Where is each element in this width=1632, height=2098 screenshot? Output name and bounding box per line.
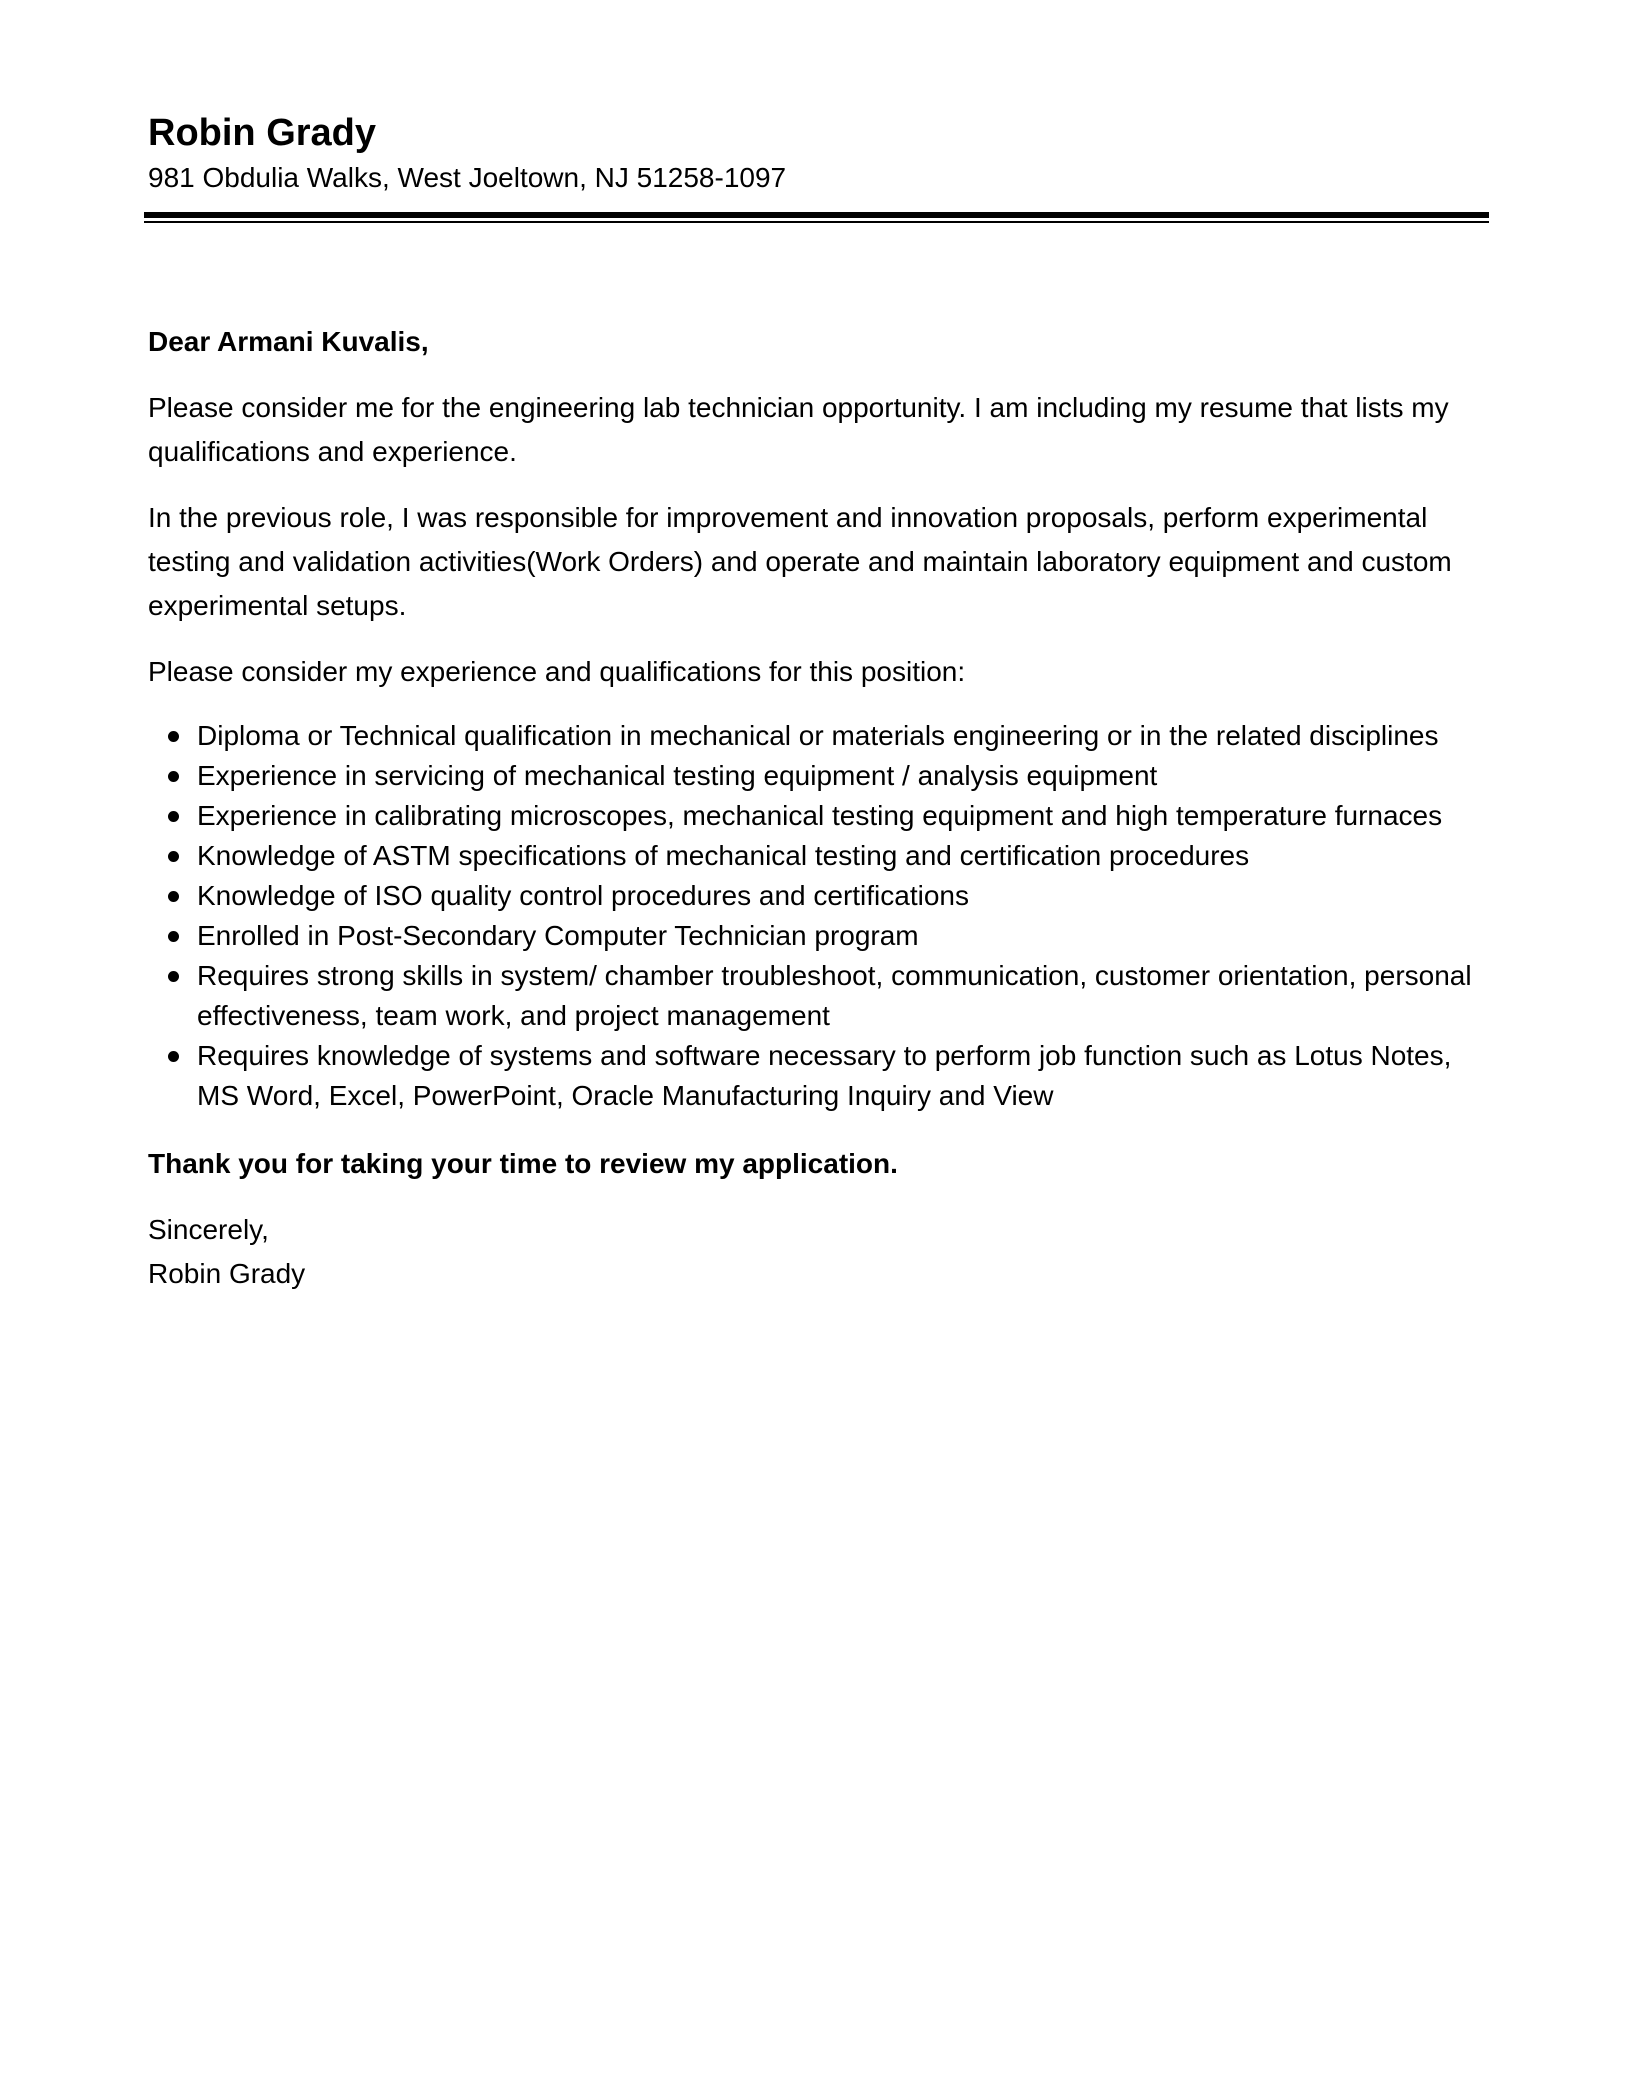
bullet-dot-icon [168,771,179,782]
bullet-dot-icon [168,811,179,822]
bullet-dot-icon [168,971,179,982]
closing-line: Thank you for taking your time to review my application. [148,1148,898,1179]
list-item-text: Experience in calibrating microscopes, mechanical testing equipment and high temperature furnaces [197,800,1443,831]
signature-name: Robin Grady [148,1258,306,1289]
list-item-text: Requires knowledge of systems and software necessary to perform job function such as Lotus Notes, MS Word, Excel, PowerPoint, Oracle Manufacturing Inquiry and View [197,1040,1452,1111]
list-item-text: Enrolled in Post-Secondary Computer Technician program [197,920,919,951]
signoff: Sincerely, [148,1214,269,1245]
letter-header [148,108,1488,198]
list-item [148,796,1493,836]
bullet-dot-icon [168,731,179,742]
paragraph-previous-role: In the previous role, I was responsible for improvement and innovation proposals, perform experimental testing and validation activities(Work Orders) and operate and maintain laboratory equipment and custom experimental setups. [148,502,1452,621]
bullet-dot-icon [168,931,179,942]
list-item [148,756,1493,796]
divider-thin-line [144,221,1489,223]
list-item-text: Knowledge of ISO quality control procedures and certifications [197,880,969,911]
list-item [148,876,1493,916]
bullet-dot-icon [168,1051,179,1062]
paragraph-qualifications-lead: Please consider my experience and qualifications for this position: [148,656,966,687]
sender-name: Robin Grady [148,112,377,154]
header-divider [144,212,1489,224]
list-item-text: Diploma or Technical qualification in mechanical or materials engineering or in the related disciplines [197,720,1439,751]
list-item-text: Experience in servicing of mechanical testing equipment / analysis equipment [197,760,1158,791]
paragraph-intro: Please consider me for the engineering lab technician opportunity. I am including my resume that lists my qualifications and experience. [148,392,1449,467]
list-item-text: Knowledge of ASTM specifications of mechanical testing and certification procedures [197,840,1250,871]
list-item [148,1036,1493,1116]
salutation: Dear Armani Kuvalis, [148,326,429,357]
bullet-dot-icon [168,851,179,862]
letter-body [148,320,1493,1296]
sender-address: 981 Obdulia Walks, West Joeltown, NJ 51258-1097 [148,162,787,193]
list-item [148,956,1493,1036]
list-item [148,716,1493,756]
qualifications-list [148,716,1493,1116]
list-item [148,916,1493,956]
list-item-text: Requires strong skills in system/ chamber troubleshoot, communication, customer orientation, personal effectiveness, team work, and project management [197,960,1472,1031]
list-item [148,836,1493,876]
divider-thick-line [144,212,1489,218]
bullet-dot-icon [168,891,179,902]
